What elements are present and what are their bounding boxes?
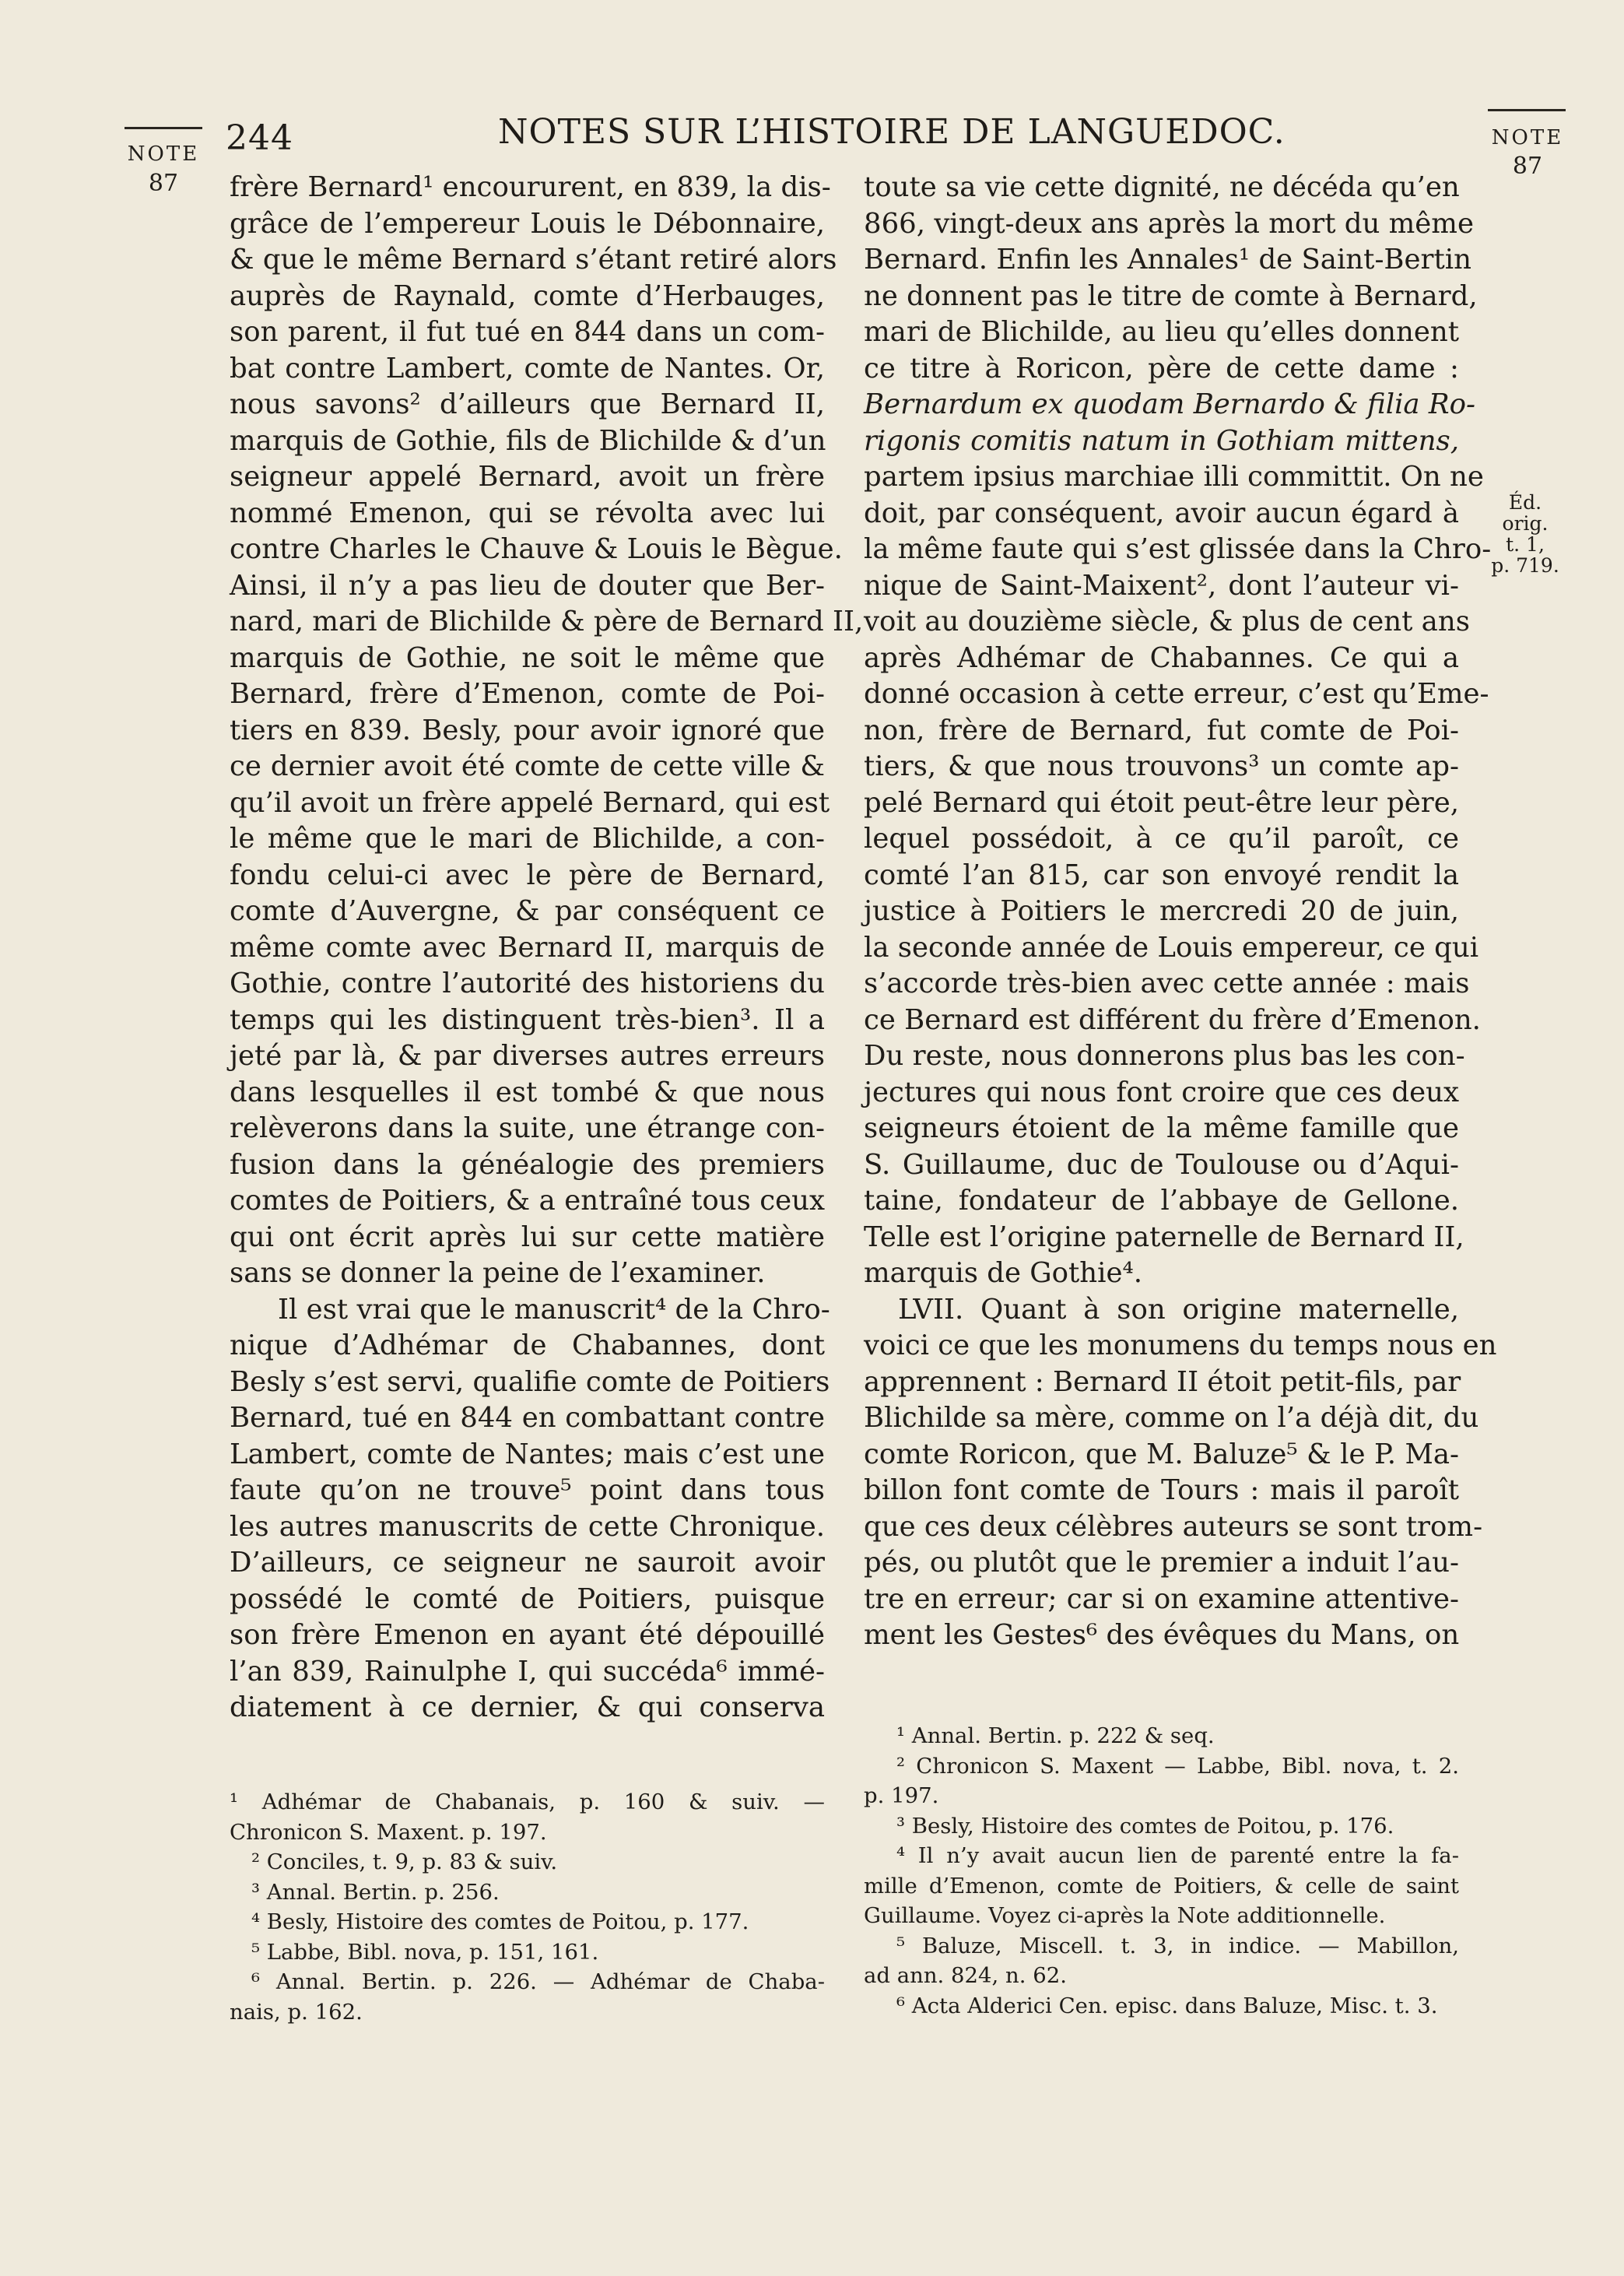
text-line: Bernard, frère d’Emenon, comte de Poi- xyxy=(230,678,825,710)
right-note-number: 87 xyxy=(1512,153,1543,180)
left-margin-rule xyxy=(125,127,202,129)
text-line: billon font comte de Tours : mais il paroît xyxy=(864,1474,1459,1506)
text-line: doit, par conséquent, avoir aucun égard à xyxy=(864,497,1459,529)
right-column xyxy=(864,170,1497,1654)
text-line: comte d’Auvergne, & par conséquent ce xyxy=(230,895,825,927)
right-margin-rule xyxy=(1488,109,1566,111)
text-line: contre Charles le Chauve & Louis le Bègue. xyxy=(230,533,843,565)
text-line: dans lesquelles il est tombé & que nous xyxy=(230,1076,825,1108)
text-line: nique de Saint-Maixent², dont l’auteur vi- xyxy=(864,569,1459,602)
footnote-line: ⁶ Annal. Bertin. p. 226. — Adhémar de Chaba- xyxy=(251,1969,825,1994)
footnote-line: ⁴ Besly, Histoire des comtes de Poitou, p. 177. xyxy=(251,1909,749,1934)
text-line: relèverons dans la suite, une étrange con- xyxy=(230,1112,825,1144)
text-line: marquis de Gothie, fils de Blichilde & d’un xyxy=(230,424,826,457)
text-line: fusion dans la généalogie des premiers xyxy=(230,1148,825,1181)
footnote-line: mille d’Emenon, comte de Poitiers, & celle de saint xyxy=(864,1873,1459,1898)
footnote-line: ³ Besly, Histoire des comtes de Poitou, p. 176. xyxy=(896,1813,1394,1839)
text-line: partem ipsius marchiae illi committit. On ne xyxy=(864,461,1484,493)
text-line: rigonis comitis natum in Gothiam mittens, xyxy=(864,424,1459,457)
left-column xyxy=(230,170,864,1726)
text-line: ne donnent pas le titre de comte à Bernard, xyxy=(864,279,1478,312)
text-line: seigneurs étoient de la même famille que xyxy=(864,1112,1459,1144)
text-line: apprennent : Bernard II étoit petit-fils, par xyxy=(864,1365,1461,1398)
text-line: tre en erreur; car si on examine attentive- xyxy=(864,1582,1459,1615)
footnote-line: ⁴ Il n’y avait aucun lien de parenté entre la fa- xyxy=(896,1843,1459,1868)
text-line: ce dernier avoit été comte de cette ville & xyxy=(230,750,825,782)
left-note-number: 87 xyxy=(148,170,179,197)
text-line: Bernard. Enfin les Annales¹ de Saint-Bertin xyxy=(864,244,1471,276)
text-line: son frère Emenon en ayant été dépouillé xyxy=(230,1619,825,1651)
text-line: comtes de Poitiers, & a entraîné tous ceux xyxy=(230,1185,825,1217)
text-line: tiers en 839. Besly, pour avoir ignoré que xyxy=(230,714,825,746)
text-line: mari de Blichilde, au lieu qu’elles donnent xyxy=(864,316,1459,348)
text-line: tiers, & que nous trouvons³ un comte ap- xyxy=(864,750,1459,782)
text-line: voici ce que les monumens du temps nous en xyxy=(864,1329,1497,1361)
footnote-line: nais, p. 162. xyxy=(230,1999,363,2025)
text-line: frère Bernard¹ encoururent, en 839, la dis- xyxy=(230,171,831,203)
footnote-line: p. 197. xyxy=(864,1783,939,1808)
right-note-label: NOTE xyxy=(1491,126,1564,149)
text-line: jectures qui nous font croire que ces deux xyxy=(864,1076,1459,1108)
page-number: 244 xyxy=(226,118,293,158)
footnote-line: Guillaume. Voyez ci-après la Note additionnelle. xyxy=(864,1903,1386,1928)
text-line: marquis de Gothie⁴. xyxy=(864,1257,1142,1289)
text-line: donné occasion à cette erreur, c’est qu’Eme- xyxy=(864,678,1489,710)
text-line: grâce de l’empereur Louis le Débonnaire, xyxy=(230,207,825,240)
text-line: D’ailleurs, ce seigneur ne sauroit avoir xyxy=(230,1547,825,1579)
text-line: qui ont écrit après lui sur cette matière xyxy=(230,1221,825,1253)
text-line: Il est vrai que le manuscrit⁴ de la Chro- xyxy=(278,1293,830,1326)
right-footnotes xyxy=(864,1721,1459,2021)
text-line: nommé Emenon, qui se révolta avec lui xyxy=(230,497,825,529)
side-note-edition: Éd. orig. t. 1, p. 719. xyxy=(1491,491,1559,577)
text-line: auprès de Raynald, comte d’Herbauges, xyxy=(230,279,825,312)
text-line: fondu celui-ci avec le père de Bernard, xyxy=(230,859,825,891)
footnote-line: ¹ Annal. Bertin. p. 222 & seq. xyxy=(896,1723,1215,1748)
footnote-line: ⁶ Acta Alderici Cen. episc. dans Baluze, Misc. t. 3. xyxy=(896,1993,1438,2018)
text-line: temps qui les distinguent très-bien³. Il a xyxy=(230,1003,825,1036)
footnote-line: ¹ Adhémar de Chabanais, p. 160 & suiv. — xyxy=(230,1790,825,1814)
text-line: taine, fondateur de l’abbaye de Gellone. xyxy=(864,1185,1459,1217)
text-line: ce titre à Roricon, père de cette dame : xyxy=(864,352,1459,385)
running-head: NOTES SUR L’HISTOIRE DE LANGUEDOC. xyxy=(498,112,1286,152)
text-line: marquis de Gothie, ne soit le même que xyxy=(230,641,825,674)
text-line: justice à Poitiers le mercredi 20 de juin, xyxy=(864,895,1459,927)
text-line: Blichilde sa mère, comme on l’a déjà dit, du xyxy=(864,1402,1479,1434)
text-line: bat contre Lambert, comte de Nantes. Or, xyxy=(230,352,825,385)
text-line: l’an 839, Rainulphe I, qui succéda⁶ immé- xyxy=(230,1655,825,1688)
footnote-line: ³ Annal. Bertin. p. 256. xyxy=(251,1879,500,1905)
text-line: Ainsi, il n’y a pas lieu de douter que Ber- xyxy=(230,569,825,602)
footnote-line: ² Conciles, t. 9, p. 83 & suiv. xyxy=(251,1849,558,1874)
text-line: toute sa vie cette dignité, ne décéda qu’en xyxy=(864,171,1460,203)
text-line: la seconde année de Louis empereur, ce qui xyxy=(864,931,1479,964)
text-line: le même que le mari de Blichilde, a con- xyxy=(230,823,825,855)
text-line: comte Roricon, que M. Baluze⁵ & le P. Ma- xyxy=(864,1438,1459,1470)
text-line: pés, ou plutôt que le premier a induit l’au- xyxy=(864,1547,1459,1579)
text-line: Besly s’est servi, qualifie comte de Poitiers xyxy=(230,1365,830,1398)
text-line: & que le même Bernard s’étant retiré alors xyxy=(230,244,837,276)
text-line: Du reste, nous donnerons plus bas les con- xyxy=(864,1040,1465,1072)
text-line: que ces deux célèbres auteurs se sont trom- xyxy=(864,1510,1483,1543)
text-line: lequel possédoit, à ce qu’il paroît, ce xyxy=(864,823,1459,855)
footnote-line: ⁵ Baluze, Miscell. t. 3, in indice. — Mabillon, xyxy=(896,1933,1459,1958)
text-line: jeté par là, & par diverses autres erreurs xyxy=(230,1040,825,1072)
text-line: Telle est l’origine paternelle de Bernard II, xyxy=(864,1221,1464,1253)
text-line: non, frère de Bernard, fut comte de Poi- xyxy=(864,714,1459,746)
text-line: s’accorde très-bien avec cette année : mais xyxy=(864,968,1470,999)
text-line: seigneur appelé Bernard, avoit un frère xyxy=(230,461,825,493)
text-line: Bernard, tué en 844 en combattant contre xyxy=(230,1402,825,1434)
text-line: diatement à ce dernier, & qui conserva xyxy=(230,1691,825,1723)
text-line: faute qu’on ne trouve⁵ point dans tous xyxy=(230,1474,825,1506)
text-line: après Adhémar de Chabannes. Ce qui a xyxy=(864,641,1459,674)
text-line: nard, mari de Blichilde & père de Bernard II, xyxy=(230,606,864,637)
text-line: la même faute qui s’est glissée dans la Chro- xyxy=(864,533,1492,565)
text-line: sans se donner la peine de l’examiner. xyxy=(230,1257,766,1289)
text-line: S. Guillaume, duc de Toulouse ou d’Aqui- xyxy=(864,1148,1459,1181)
text-line: pelé Bernard qui étoit peut-être leur père, xyxy=(864,786,1459,819)
text-line: voit au douzième siècle, & plus de cent ans xyxy=(864,606,1470,637)
footnote-line: Chronicon S. Maxent. p. 197. xyxy=(230,1819,547,1845)
section-start-line: LVII. Quant à son origine maternelle, xyxy=(898,1293,1459,1326)
text-line: les autres manuscrits de cette Chronique. xyxy=(230,1510,825,1543)
text-line: Lambert, comte de Nantes; mais c’est une xyxy=(230,1438,825,1470)
text-line: son parent, il fut tué en 844 dans un com- xyxy=(230,316,825,348)
text-line: nique d’Adhémar de Chabannes, dont xyxy=(230,1329,825,1361)
text-line: ce Bernard est différent du frère d’Emenon. xyxy=(864,1003,1481,1036)
text-line: Bernardum ex quodam Bernardo & filia Ro- xyxy=(864,388,1475,420)
text-line: même comte avec Bernard II, marquis de xyxy=(230,931,825,964)
footnote-line: ² Chronicon S. Maxent — Labbe, Bibl. nova, t. 2. xyxy=(896,1753,1459,1779)
left-note-label: NOTE xyxy=(127,142,200,166)
text-line: nous savons² d’ailleurs que Bernard II, xyxy=(230,388,825,420)
text-line: qu’il avoit un frère appelé Bernard, qui est xyxy=(230,786,830,819)
footnote-line: ad ann. 824, n. 62. xyxy=(864,1963,1067,1988)
text-line: comté l’an 815, car son envoyé rendit la xyxy=(864,859,1459,891)
text-line: ment les Gestes⁶ des évêques du Mans, on xyxy=(864,1619,1460,1651)
left-footnotes xyxy=(230,1787,825,2027)
text-line: possédé le comté de Poitiers, puisque xyxy=(230,1582,825,1615)
text-line: 866, vingt-deux ans après la mort du même xyxy=(864,207,1474,240)
footnote-line: ⁵ Labbe, Bibl. nova, p. 151, 161. xyxy=(251,1939,599,1965)
text-line: Gothie, contre l’autorité des historiens du xyxy=(230,968,825,999)
